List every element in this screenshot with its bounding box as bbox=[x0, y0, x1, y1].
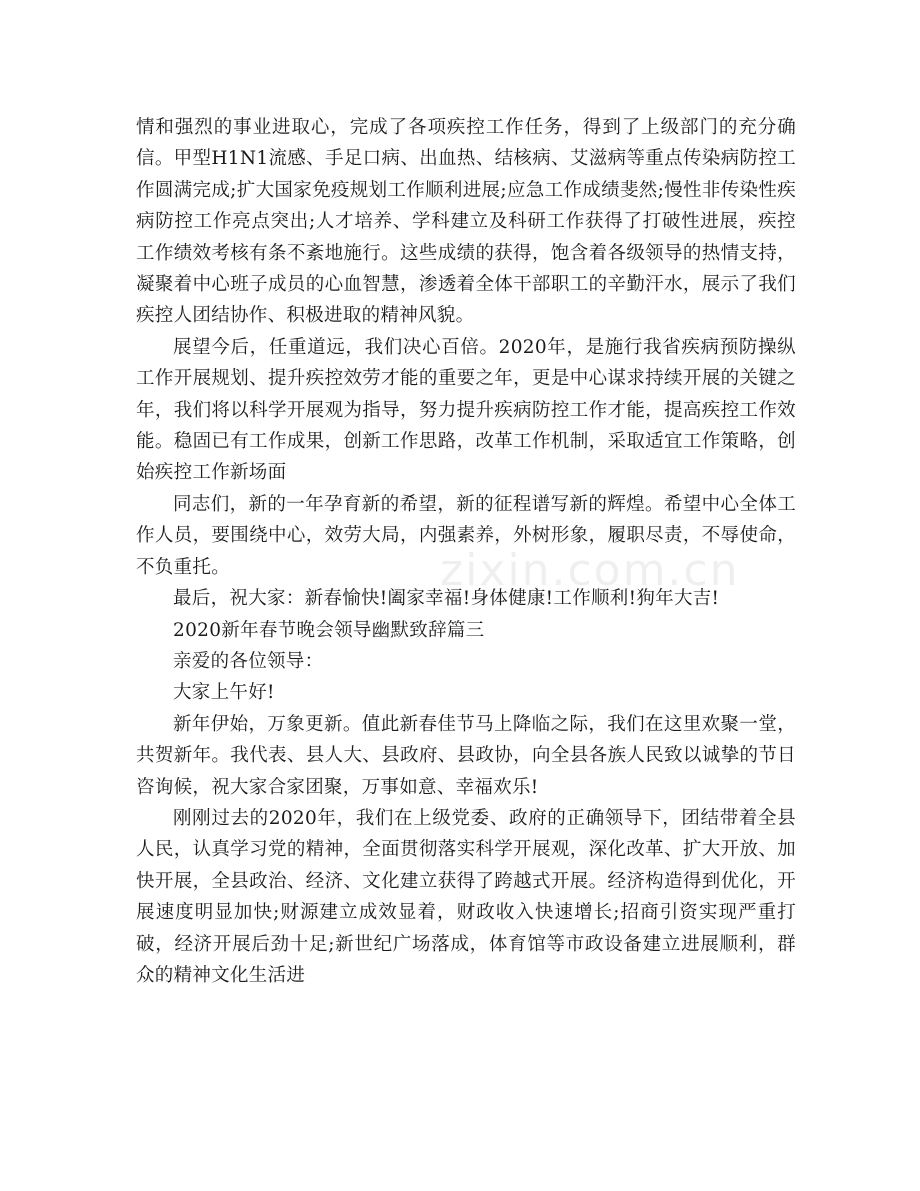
paragraph-2: 展望今后，任重道远，我们决心百倍。2020年，是施行我省疾病预防操纵工作开展规划、提升疾控效劳才能的重要之年，更是中心谋求持续开展的关键之年，我们将以科学开展观为指导，努力提升疾病防控工作才能，提高疾控工作效能。稳固已有工作成果，创新工作思路，改革工作机制，采取适宜工作策略，创始疾控工作新场面 bbox=[136, 336, 796, 484]
paragraph-1: 情和强烈的事业进取心，完成了各项疾控工作任务，得到了上级部门的充分确信。甲型H1N1流感、手足口病、出血热、结核病、艾滋病等重点传染病防控工作圆满完成;扩大国家免疫规划工作顺利进展;应急工作成绩斐然;慢性非传染性疾病防控工作亮点突出;人才培养、学科建立及科研工作获得了打破性进展，疾控工作绩效考核有条不紊地施行。这些成绩的获得，饱含着各级领导的热情支持，凝聚着中心班子成员的心血智慧，渗透着全体干部职工的辛勤汗水，展示了我们疾控人团结协作、积极进取的精神风貌。 bbox=[136, 117, 796, 327]
document-body bbox=[136, 112, 796, 991]
paragraph-3: 同志们，新的一年孕育新的希望，新的征程谱写新的辉煌。希望中心全体工作人员，要围绕中心，效劳大局，内强素养，外树形象，履职尽责，不辱使命，不负重托。 bbox=[136, 493, 796, 578]
paragraph-4: 最后，祝大家：新春愉快!阖家幸福!身体健康!工作顺利!狗年大吉! bbox=[173, 588, 720, 610]
section-heading: 2020新年春节晚会领导幽默致辞篇三 bbox=[173, 619, 485, 641]
greeting: 大家上午好! bbox=[173, 682, 275, 704]
watermark: zixin.com.cn bbox=[440, 545, 740, 596]
paragraph-6: 刚刚过去的2020年，我们在上级党委、政府的正确领导下，团结带着全县人民，认真学习党的精神，全面贯彻落实科学开展观，深化改革、扩大开放、加快开展，全县政治、经济、文化建立获得了跨越式开展。经济构造得到优化，开展速度明显加快;财源建立成效显着，财政收入快速增长;招商引资实现严重打破，经济开展后劲十足;新世纪广场落成，体育馆等市政设备建立进展顺利，群众的精神文化生活进 bbox=[136, 807, 796, 986]
salutation: 亲爱的各位领导： bbox=[173, 650, 324, 672]
paragraph-5: 新年伊始，万象更新。值此新春佳节马上降临之际，我们在这里欢聚一堂，共贺新年。我代表、县人大、县政府、县政协，向全县各族人民致以诚挚的节日咨询候，祝大家合家团聚，万事如意、幸福欢乐! bbox=[136, 713, 796, 798]
